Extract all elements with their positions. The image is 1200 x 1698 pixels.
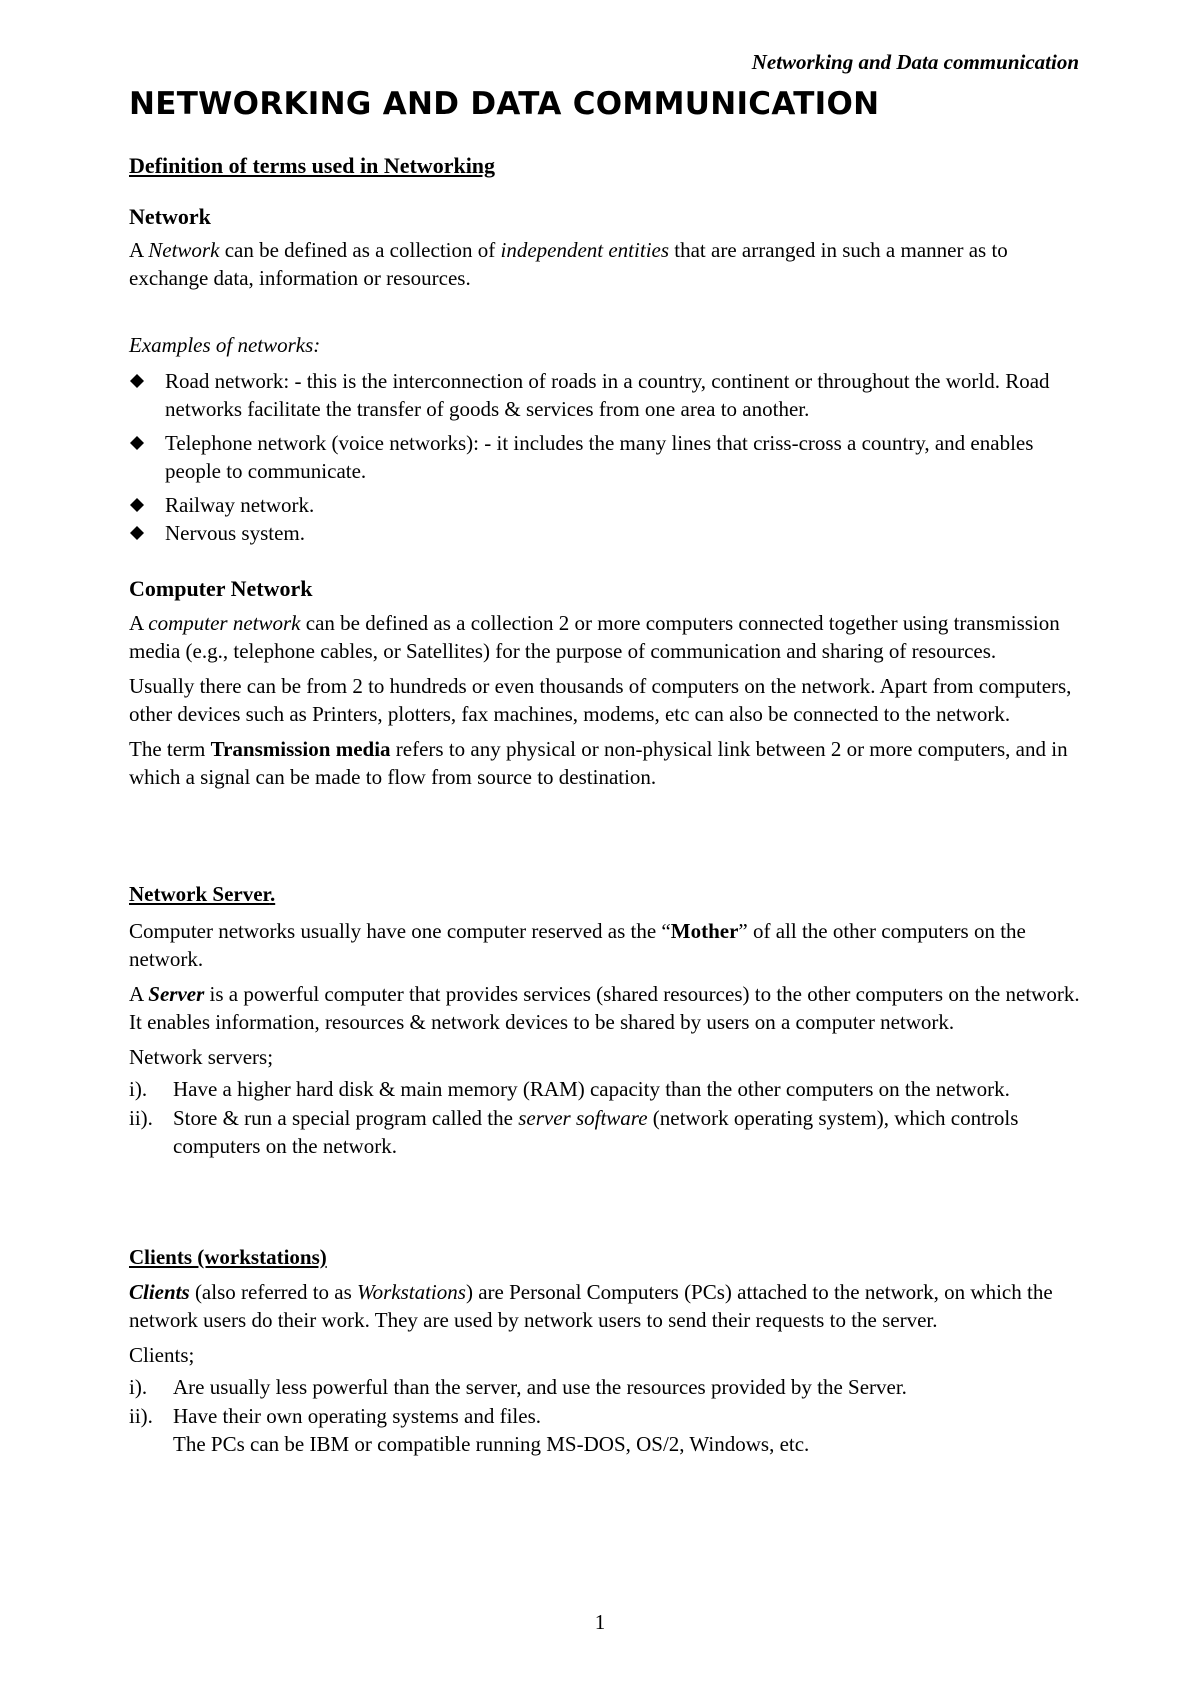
definitions-section xyxy=(129,152,1089,181)
computer-network-heading: Computer Network xyxy=(129,576,313,601)
server-paragraph-2: A Server is a powerful computer that provides services (shared resources) to the other computers on the network. It enables information, resources & network devices to be shared by users on a computer network. xyxy=(129,981,1080,1034)
list-item: i). Are usually less powerful than the server, and use the resources provided by the Server. xyxy=(129,1373,1089,1402)
clients-heading: Clients (workstations) xyxy=(129,1245,327,1269)
network-definition: A Network can be defined as a collection of independent entities that are arranged in such a manner as to exchange data, information or resources. xyxy=(129,237,1008,290)
list-number: ii). xyxy=(129,1403,153,1428)
list-item: Nervous system. xyxy=(129,519,1089,548)
list-item: Telephone network (voice networks): - it includes the many lines that criss-cross a country, and enables people to communicate. xyxy=(129,429,1089,486)
network-examples xyxy=(129,331,1089,548)
network-term: Network xyxy=(148,237,220,262)
diamond-bullet-icon xyxy=(129,525,145,541)
clients-list-intro: Clients; xyxy=(129,1342,195,1367)
computer-network-paragraph: Usually there can be from 2 to hundreds or even thousands of computers on the network. Apart from computers, other devices such as Printers, plotters, fax machines, modems, etc can also be connected to the network. xyxy=(129,673,1072,726)
running-header: Networking and Data communication xyxy=(751,50,1079,74)
clients-section xyxy=(129,1243,1089,1459)
list-item: i). Have a higher hard disk & main memory (RAM) capacity than the other computers on the network. xyxy=(129,1075,1089,1104)
list-number: ii). xyxy=(129,1105,153,1130)
independent-entities-term: independent entities xyxy=(500,237,670,262)
server-section xyxy=(129,880,1089,1161)
clients-paragraph: Clients (also referred to as Workstations) are Personal Computers (PCs) attached to the network, on which the network users do their work. They are used by network users to send their requests to the server. xyxy=(129,1279,1053,1332)
examples-list xyxy=(129,367,1089,548)
server-software-term: server software xyxy=(518,1105,648,1130)
server-heading: Network Server. xyxy=(129,882,276,906)
diamond-bullet-icon xyxy=(129,497,145,513)
list-item: ii). Have their own operating systems and files. The PCs can be IBM or compatible running MS-DOS, OS/2, Windows, etc. xyxy=(129,1403,810,1456)
transmission-media-paragraph: The term Transmission media refers to any physical or non-physical link between 2 or more computers, and in which a signal can be made to flow from source to destination. xyxy=(129,736,1068,789)
diamond-bullet-icon xyxy=(129,373,145,389)
diamond-bullet-icon xyxy=(129,435,145,451)
list-number: i). xyxy=(129,1375,148,1399)
computer-network-term: computer network xyxy=(148,610,301,635)
mother-term: Mother xyxy=(670,918,739,943)
list-item: Road network: - this is the interconnection of roads in a country, continent or throughout the world. Road networks facilitate the transfer of goods & services from one area to another. xyxy=(129,367,1089,424)
definitions-heading: Definition of terms used in Networking xyxy=(129,153,496,178)
transmission-media-term: Transmission media xyxy=(210,736,391,761)
list-item: ii). Store & run a special program called the server software (network operating system), which controls computers on the network. xyxy=(129,1105,1019,1158)
computer-network-section xyxy=(129,575,1089,792)
list-item: Railway network. xyxy=(129,491,1089,520)
computer-network-definition: A computer network can be defined as a collection 2 or more computers connected together using transmission media (e.g., telephone cables, or Satellites) for the purpose of communication and sharing of resources. xyxy=(129,610,1060,663)
list-number: i). xyxy=(129,1077,148,1101)
clients-term: Clients xyxy=(129,1279,190,1304)
network-section xyxy=(129,203,1089,293)
page-number: 1 xyxy=(594,1610,606,1634)
server-term: Server xyxy=(148,981,205,1006)
network-heading: Network xyxy=(129,204,211,229)
document-title: NETWORKING AND DATA COMMUNICATION xyxy=(129,86,880,122)
examples-label: Examples of networks: xyxy=(129,333,321,357)
server-paragraph-1: Computer networks usually have one computer reserved as the “Mother” of all the other computers on the network. xyxy=(129,918,1026,971)
server-list-intro: Network servers; xyxy=(129,1044,274,1069)
workstations-term: Workstations xyxy=(357,1279,466,1304)
